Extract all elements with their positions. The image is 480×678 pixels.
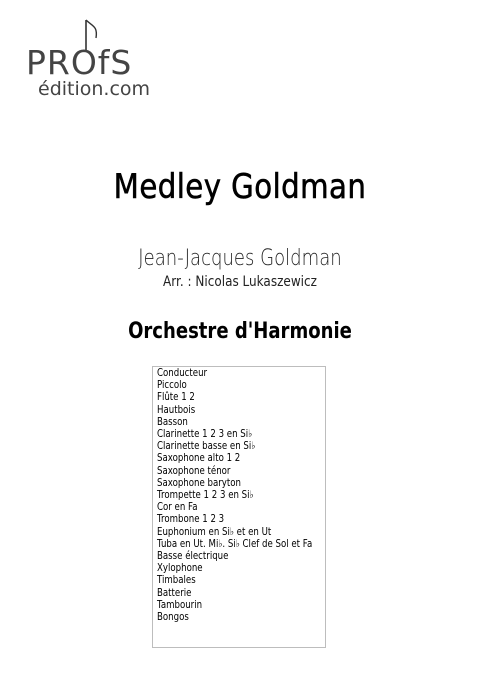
- composer-name: Jean-Jacques Goldman: [138, 246, 342, 271]
- part-item: Batterie: [157, 586, 192, 599]
- logo-domain: édition.com: [38, 78, 151, 100]
- part-item: Saxophone ténor: [157, 464, 231, 477]
- part-item: Euphonium en Si♭ et en Ut: [157, 525, 272, 538]
- part-item: Basse électrique: [157, 550, 229, 563]
- part-item: Xylophone: [157, 562, 203, 575]
- arranger-credit: Arr. : Nicolas Lukaszewicz: [163, 274, 317, 290]
- part-item: Tambourin: [157, 598, 203, 611]
- part-item: Saxophone baryton: [157, 476, 241, 489]
- part-item: Flûte 1 2: [157, 391, 195, 404]
- part-item: Clarinette 1 2 3 en Si♭: [157, 428, 253, 441]
- part-item: Bongos: [157, 611, 189, 624]
- score-title: Medley Goldman: [113, 167, 367, 207]
- publisher-logo[interactable]: [22, 16, 172, 106]
- part-item: Trompette 1 2 3 en Si♭: [157, 489, 254, 502]
- part-item: Saxophone alto 1 2: [157, 452, 241, 465]
- part-item: Clarinette basse en Si♭: [157, 440, 256, 453]
- part-item: Conducteur: [157, 367, 208, 379]
- part-item: Timbales: [157, 574, 196, 587]
- logo-wordmark: PROfS: [26, 43, 133, 82]
- part-item: Trombone 1 2 3: [157, 513, 225, 526]
- part-item: Hautbois: [157, 403, 196, 416]
- part-item: Tuba en Ut. Mi♭. Si♭ Clef de Sol et Fa: [157, 537, 313, 550]
- parts-list: [153, 367, 325, 623]
- part-item: Piccolo: [157, 379, 187, 392]
- part-item: Basson: [157, 415, 188, 428]
- parts-list-box: [152, 366, 326, 648]
- ensemble-name: Orchestre d'Harmonie: [128, 319, 352, 344]
- part-item: Cor en Fa: [157, 501, 198, 514]
